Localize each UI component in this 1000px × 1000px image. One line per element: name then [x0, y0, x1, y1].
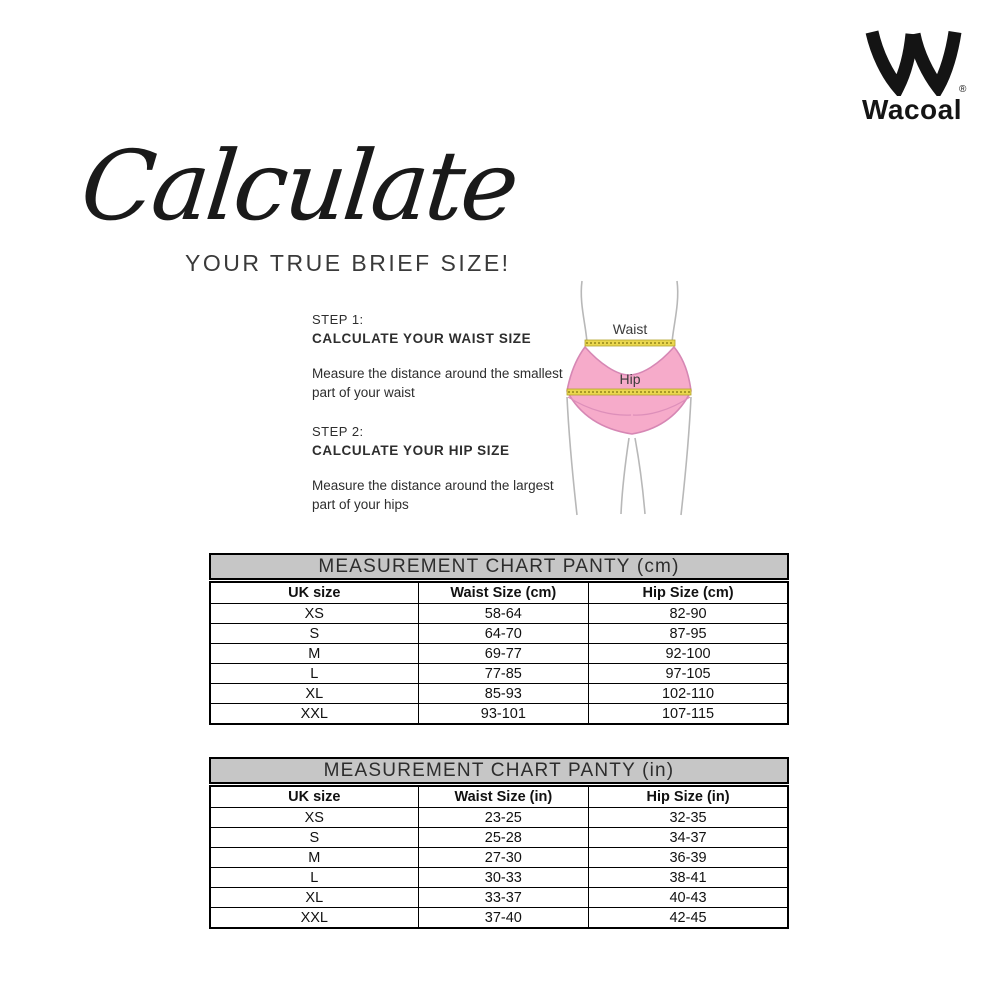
table-cell: L: [210, 868, 418, 888]
table-cell: XXL: [210, 704, 418, 725]
table-cell: 58-64: [418, 604, 589, 624]
table-cell: 33-37: [418, 888, 589, 908]
table-cell: 36-39: [589, 848, 788, 868]
leg-outer-left-line: [567, 397, 577, 515]
table-row: [210, 604, 788, 624]
torso-right-line: [672, 281, 678, 343]
table-cell: 107-115: [589, 704, 788, 725]
table-in-header-row: [210, 786, 788, 808]
table-cm-header-hip: Hip Size (cm): [589, 582, 788, 604]
waist-tape-icon: [585, 340, 675, 346]
leg-outer-right-line: [681, 397, 691, 515]
headline-script: Calculate: [76, 130, 522, 242]
table-row: [210, 908, 788, 929]
table-cell: 27-30: [418, 848, 589, 868]
step-2-heading: CALCULATE YOUR HIP SIZE: [312, 442, 510, 458]
table-cell: 77-85: [418, 664, 589, 684]
table-cell: S: [210, 828, 418, 848]
step-1-label: STEP 1:: [312, 312, 364, 327]
table-row: [210, 644, 788, 664]
step-1-heading: CALCULATE YOUR WAIST SIZE: [312, 331, 532, 346]
hip-tape-icon: [567, 389, 691, 395]
table-row: [210, 704, 788, 725]
table-cell: 64-70: [418, 624, 589, 644]
table-cell: XS: [210, 808, 418, 828]
leg-inner-left-line: [621, 438, 629, 514]
table-cell: XS: [210, 604, 418, 624]
table-cm-header-uk: UK size: [210, 582, 418, 604]
table-cell: 82-90: [589, 604, 788, 624]
table-cell: XL: [210, 684, 418, 704]
hip-label: Hip: [619, 371, 641, 387]
table-in-title: MEASUREMENT CHART PANTY (in): [209, 757, 789, 784]
table-cm-header-waist: Waist Size (cm): [418, 582, 589, 604]
step-1: [312, 312, 564, 403]
step-2: [312, 424, 564, 515]
table-row: [210, 828, 788, 848]
table-cell: 69-77: [418, 644, 589, 664]
table-cell: 25-28: [418, 828, 589, 848]
table-in-header-waist: Waist Size (in): [418, 786, 589, 808]
table-cell: 87-95: [589, 624, 788, 644]
table-in-header-uk: UK size: [210, 786, 418, 808]
leg-inner-right-line: [635, 438, 645, 514]
table-row: [210, 684, 788, 704]
table-cell: 38-41: [589, 868, 788, 888]
table-cell: 92-100: [589, 644, 788, 664]
step-2-label: STEP 2:: [312, 423, 364, 439]
torso-left-line: [581, 281, 587, 343]
wacoal-logo-icon: [854, 22, 970, 96]
table-row: [210, 848, 788, 868]
table-in-header-hip: Hip Size (in): [589, 786, 788, 808]
table-cell: 93-101: [418, 704, 589, 725]
measurement-table-cm: [209, 553, 789, 725]
table-cell: 42-45: [589, 908, 788, 929]
table-cm-title: MEASUREMENT CHART PANTY (cm): [209, 553, 789, 580]
table-row: [210, 808, 788, 828]
measurement-steps: [312, 312, 564, 536]
table-cell: M: [210, 644, 418, 664]
brand-wordmark: Wacoal: [862, 94, 962, 125]
table-cell: 85-93: [418, 684, 589, 704]
table-cell: 23-25: [418, 808, 589, 828]
table-row: [210, 664, 788, 684]
waist-label: Waist: [612, 321, 648, 337]
table-cell: L: [210, 664, 418, 684]
table-cm-header-row: [210, 582, 788, 604]
table-cm: [209, 581, 789, 725]
table-cell: 97-105: [589, 664, 788, 684]
table-in: [209, 785, 789, 929]
table-row: [210, 624, 788, 644]
table-row: [210, 888, 788, 908]
body-measurement-illustration: [545, 263, 760, 521]
table-cell: XXL: [210, 908, 418, 929]
table-cell: 30-33: [418, 868, 589, 888]
measurement-table-in: [209, 757, 789, 929]
table-cell: S: [210, 624, 418, 644]
step-2-body: Measure the distance around the largest part of your hips: [312, 477, 554, 512]
table-cell: M: [210, 848, 418, 868]
brand-logo: [854, 22, 970, 126]
table-cell: 102-110: [589, 684, 788, 704]
table-cell: 40-43: [589, 888, 788, 908]
registered-mark: ®: [959, 84, 967, 95]
table-row: [210, 868, 788, 888]
headline-subtitle: YOUR TRUE BRIEF SIZE!: [185, 250, 511, 276]
table-cell: 37-40: [418, 908, 589, 929]
table-cell: XL: [210, 888, 418, 908]
step-1-body: Measure the distance around the smallest part of your waist: [312, 366, 563, 400]
table-cell: 32-35: [589, 808, 788, 828]
table-cell: 34-37: [589, 828, 788, 848]
